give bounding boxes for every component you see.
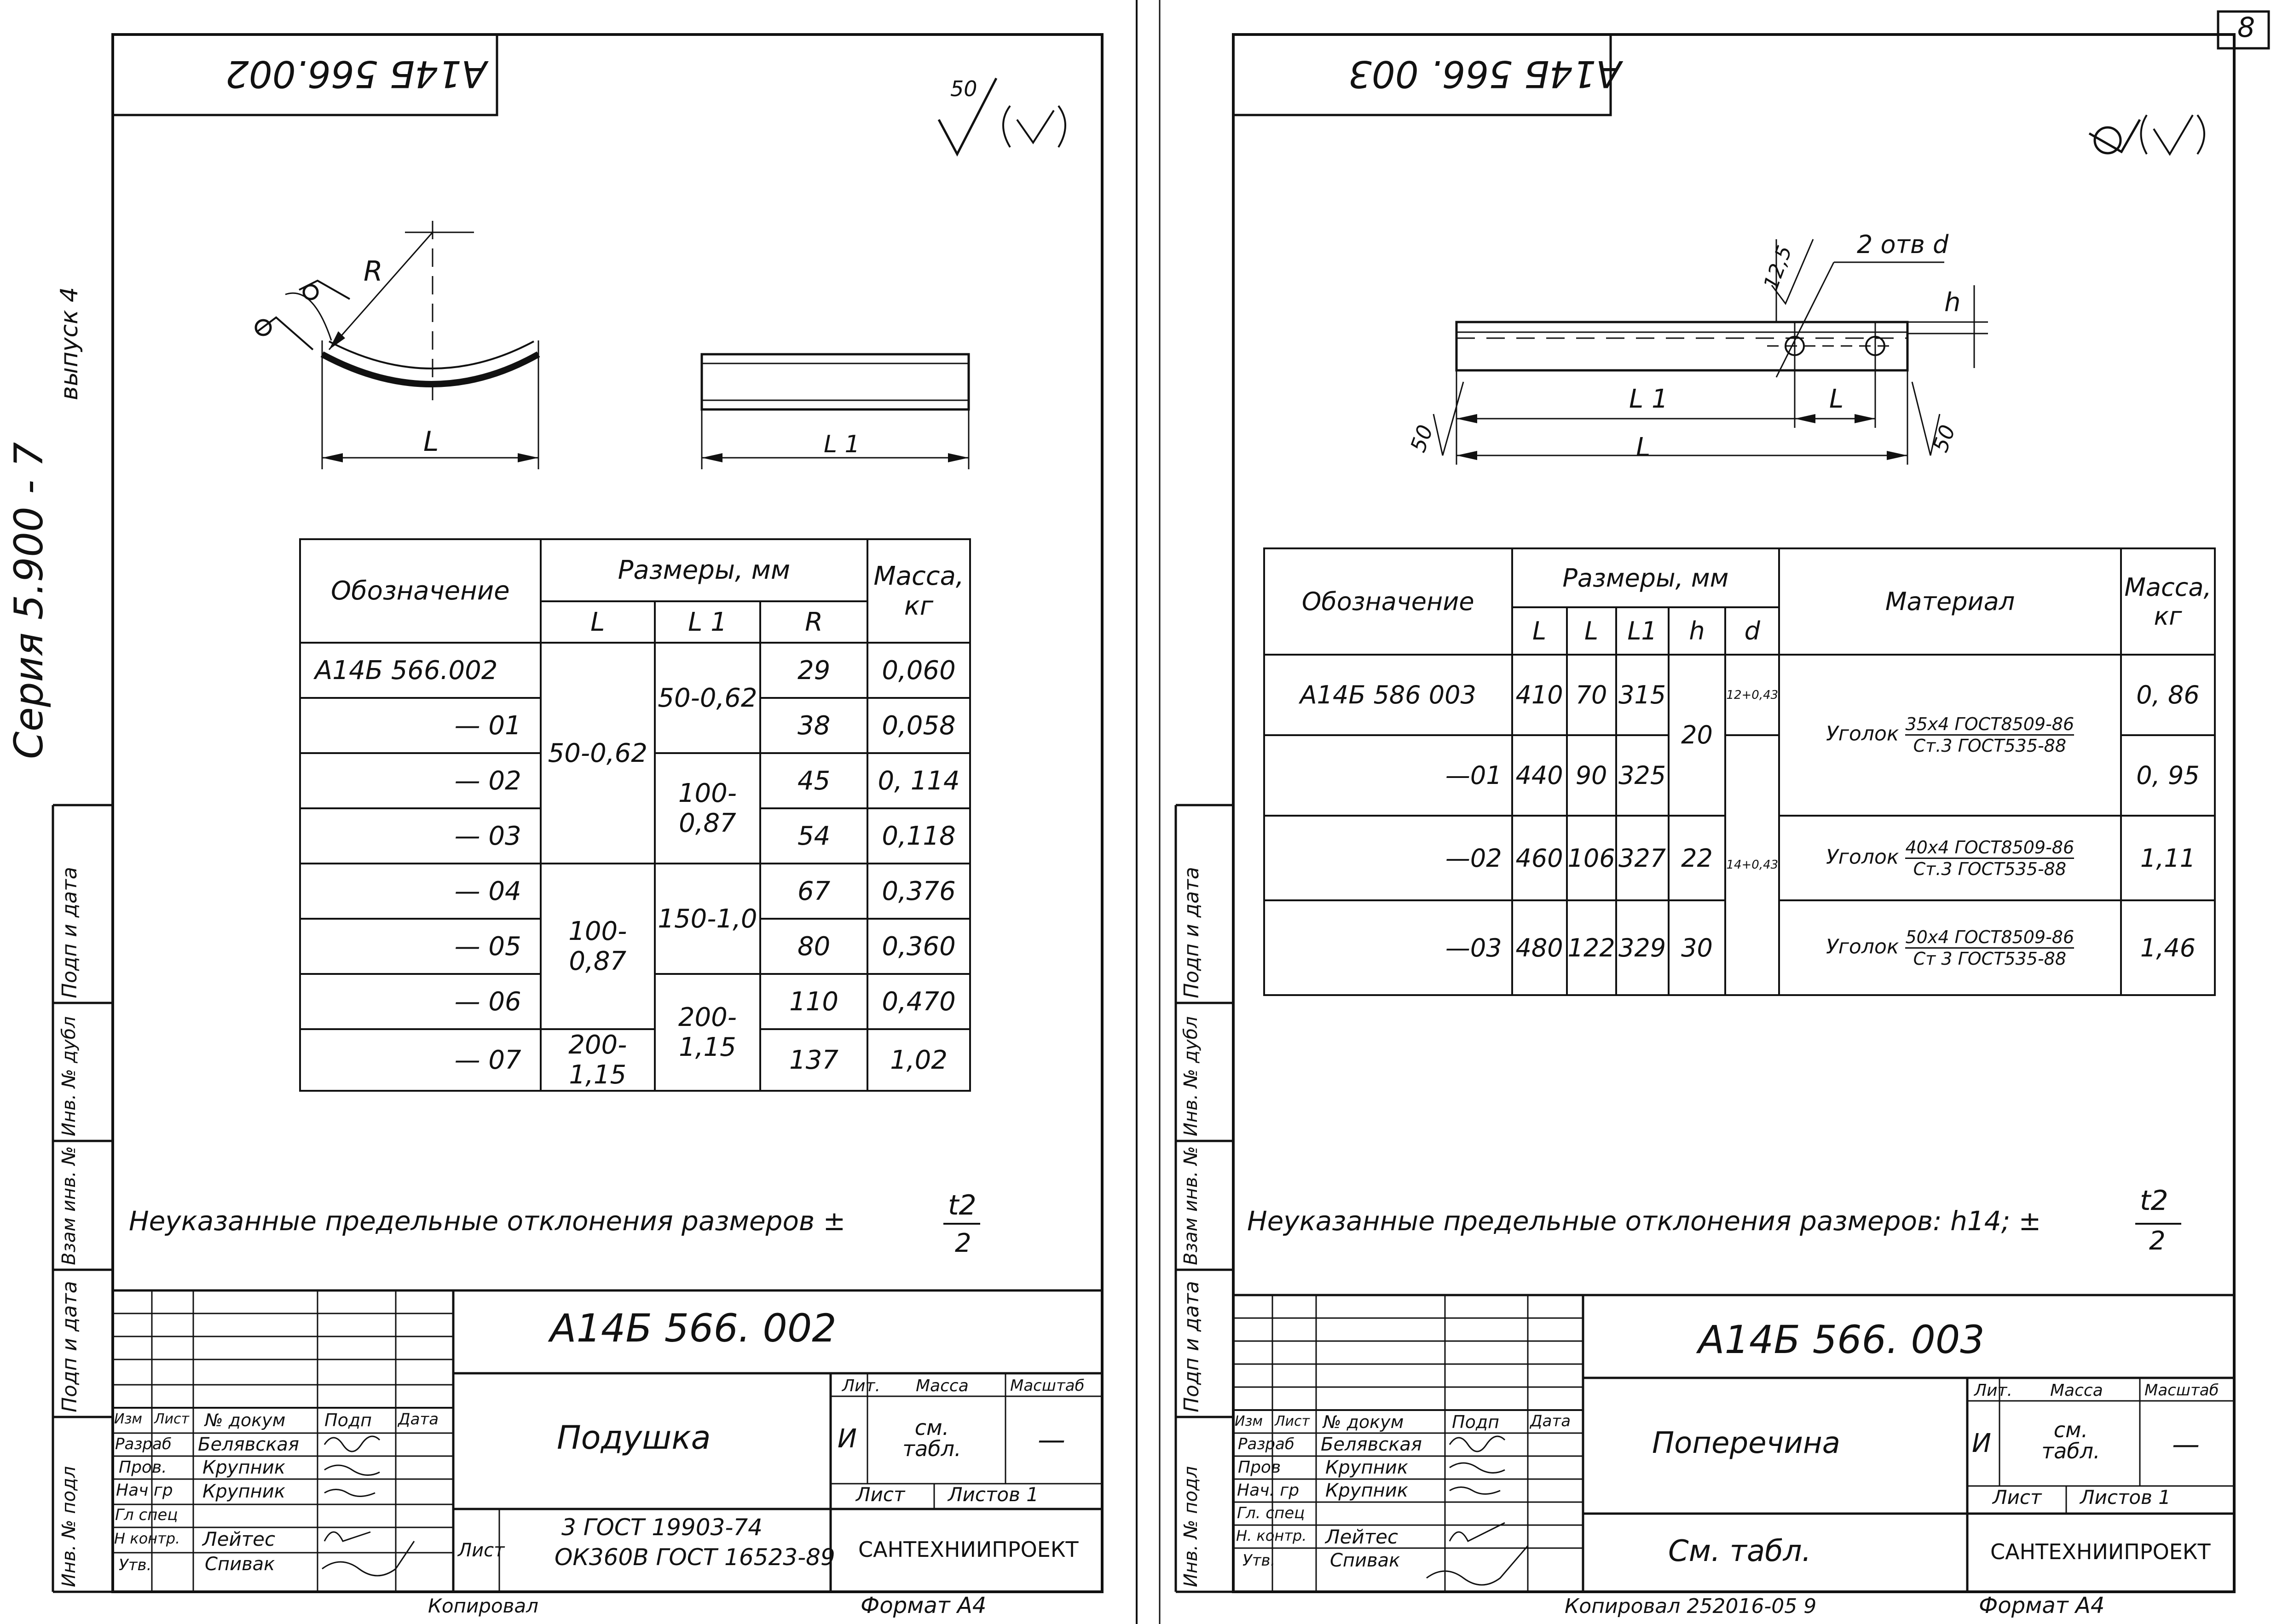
right-tb-mass: Масса: [2050, 1381, 2103, 1400]
table-row: 45: [760, 753, 867, 808]
table-row: 315: [1616, 655, 1669, 735]
right-tb-sheet: Лист: [1993, 1486, 2042, 1509]
left-note-frac-top: t2: [948, 1189, 977, 1221]
left-flipped-code: А14Б 566.002: [225, 52, 487, 95]
right-holes: 2 отв d: [1857, 230, 1949, 259]
table-row: — 04: [300, 864, 541, 919]
left-format: Формат А4: [861, 1593, 987, 1618]
table-row: 29: [760, 643, 867, 698]
left-person-1: Белявская: [198, 1434, 299, 1455]
left-L-group-2: 100-0,87: [541, 864, 655, 1029]
right-role-2: Пров: [1238, 1458, 1281, 1477]
right-h-sub-d: d: [1725, 607, 1779, 655]
right-dim-L: L: [1636, 432, 1651, 462]
right-person-3: Крупник: [1325, 1480, 1408, 1501]
left-col-doc: № докум: [205, 1410, 286, 1430]
left-note-frac-bottom: 2: [955, 1228, 971, 1258]
right-person-5: Лейтес: [1325, 1526, 1398, 1548]
left-L1-group-1: 50-0,62: [655, 643, 760, 753]
table-row: — 03: [300, 808, 541, 864]
table-row: 480: [1512, 900, 1567, 995]
table-row: —01: [1264, 735, 1512, 816]
table-row: 122: [1567, 900, 1616, 995]
right-material-2-name: Уголок: [1826, 845, 1899, 869]
right-dim-L-small: L: [1829, 384, 1844, 414]
left-note: Неуказанные предельные отклонения размеров ±: [129, 1205, 846, 1237]
table-row: 106: [1567, 816, 1616, 901]
right-role-3: Нач. гр: [1237, 1481, 1300, 1500]
right-col-list: Лист: [1275, 1413, 1310, 1429]
table-row: 54: [760, 808, 867, 864]
left-dim-R: R: [364, 255, 383, 288]
table-row: 1,11: [2121, 816, 2215, 901]
right-person-1: Белявская: [1321, 1434, 1422, 1455]
side-field-3: Взам инв. №: [58, 1146, 80, 1265]
table-row: 67: [760, 864, 867, 919]
side-field-r2: Инв. № дубл: [1180, 1016, 1202, 1136]
left-roughness-symbol: √(√): [989, 179, 991, 180]
right-copied: Копировал 252016-05 9: [1565, 1595, 1817, 1618]
right-h-sub-L: L: [1512, 607, 1567, 655]
right-d-value-1: 12+0,43: [1725, 655, 1779, 735]
left-h-designation: Обозначение: [300, 539, 541, 643]
left-L1-group-3: 150-1,0: [655, 864, 760, 974]
side-field-r3: Взам инв. №: [1180, 1146, 1202, 1265]
left-L1-group-2: 100-0,87: [655, 753, 760, 864]
left-tb-code: А14Б 566. 002: [550, 1306, 837, 1351]
right-note: Неуказанные предельные отклонения размеров: h14; ±: [1247, 1205, 2041, 1237]
left-role-4: Гл спец: [115, 1506, 178, 1524]
left-tb-mass: Масса: [916, 1376, 969, 1395]
left-tb-sheet: Лист: [856, 1483, 905, 1506]
right-material-2-bottom: Ст.3 ГОСТ535-88: [1913, 858, 2067, 879]
left-person-5: Лейтес: [202, 1528, 276, 1550]
table-row: 327: [1616, 816, 1669, 901]
table-row: 80: [760, 919, 867, 974]
left-L1-group-4: 200-1,15: [655, 974, 760, 1091]
right-h-value-2: 22: [1669, 816, 1726, 901]
right-h-designation: Обозначение: [1264, 548, 1512, 655]
right-material-1-name: Уголок: [1826, 722, 1899, 746]
left-role-5: Н контр.: [114, 1530, 180, 1547]
right-h-mass: Масса, кг: [2121, 548, 2215, 655]
right-dim-L1: L 1: [1629, 384, 1668, 414]
table-row: 325: [1616, 735, 1669, 816]
right-tb-code: А14Б 566. 003: [1698, 1317, 1985, 1362]
right-note-frac-top: t2: [2140, 1185, 2168, 1217]
left-copied: Копировал: [428, 1595, 538, 1617]
left-tb-list-label: Лист: [458, 1540, 505, 1561]
right-material-2-top: 40x4 ГОСТ8509-86: [1905, 837, 2074, 859]
right-dim-125: 12,5: [1759, 242, 1797, 293]
left-tb-lit-value: И: [838, 1424, 857, 1454]
left-roughness-value: 50: [950, 76, 977, 101]
left-tb-sheets: Листов 1: [948, 1483, 1039, 1506]
table-row: 0, 114: [867, 753, 970, 808]
left-person-3: Крупник: [202, 1481, 285, 1502]
left-person-2: Крупник: [202, 1457, 285, 1478]
left-L-group-3: 200-1,15: [541, 1029, 655, 1091]
right-tb-scale-value: —: [2172, 1428, 2200, 1461]
right-h-value-1: 20: [1669, 655, 1726, 815]
right-tb-mass-value: см. табл.: [2041, 1417, 2100, 1463]
left-col-sign: Подп: [324, 1410, 372, 1430]
left-dim-L: L: [423, 426, 439, 458]
right-col-doc: № докум: [1323, 1412, 1404, 1432]
table-row: 1,46: [2121, 900, 2215, 995]
left-col-izm: Изм: [114, 1411, 143, 1427]
series-label: Серия 5.900 - 7: [6, 442, 52, 759]
right-role-5: Н. контр.: [1236, 1527, 1307, 1544]
table-row: 137: [760, 1029, 867, 1091]
left-person-6: Спивак: [205, 1554, 275, 1575]
right-h-material: Материал: [1779, 548, 2121, 655]
table-row: — 02: [300, 753, 541, 808]
left-tb-material-2: ОК360В ГОСТ 16523-89: [555, 1544, 835, 1571]
side-field-1: Подп и дата: [58, 867, 81, 998]
right-role-6: Утв.: [1242, 1551, 1276, 1570]
left-role-6: Утв.: [119, 1556, 152, 1574]
table-row: — 01: [300, 698, 541, 753]
left-col-date: Дата: [398, 1410, 439, 1428]
right-person-2: Крупник: [1325, 1457, 1408, 1478]
issue-label: выпуск 4: [56, 287, 83, 400]
side-field-r4: Подп и дата: [1180, 1281, 1203, 1412]
table-row: 0,376: [867, 864, 970, 919]
right-h-sub-L1: L1: [1616, 607, 1669, 655]
table-row: — 06: [300, 974, 541, 1029]
right-flipped-code: А14Б 566. 003: [1348, 52, 1622, 95]
right-h-sizes: Размеры, мм: [1512, 548, 1780, 607]
right-role-1: Разраб: [1238, 1435, 1294, 1453]
left-role-1: Разраб: [115, 1435, 172, 1453]
right-col-izm: Изм: [1235, 1413, 1263, 1429]
table-row: 329: [1616, 900, 1669, 995]
table-row: 110: [760, 974, 867, 1029]
left-col-list: Лист: [154, 1411, 190, 1427]
right-tb-material: См. табл.: [1668, 1534, 1811, 1568]
table-row: —03: [1264, 900, 1512, 995]
right-tb-lit-value: И: [1972, 1428, 1991, 1458]
left-tb-org: САНТЕХНИИПРОЕКТ: [858, 1537, 1079, 1562]
table-row: 0,060: [867, 643, 970, 698]
left-tb-material-1: 3 ГОСТ 19903-74: [561, 1514, 763, 1541]
table-row: А14Б 566.002: [300, 643, 541, 698]
left-spec-table: [299, 538, 971, 1092]
table-row: 1,02: [867, 1029, 970, 1091]
right-person-6: Спивак: [1330, 1550, 1400, 1571]
table-row: 0, 95: [2121, 735, 2215, 816]
table-row: 0,470: [867, 974, 970, 1029]
left-h-L: L: [541, 601, 655, 643]
table-row: 90: [1567, 735, 1616, 816]
table-row: 0,058: [867, 698, 970, 753]
table-row: 0,118: [867, 808, 970, 864]
right-tb-org: САНТЕХНИИПРОЕКТ: [1990, 1539, 2211, 1564]
right-material-1-bottom: Ст.3 ГОСТ535-88: [1913, 736, 2067, 756]
right-col-date: Дата: [1530, 1412, 1571, 1430]
right-role-4: Гл. спец: [1237, 1504, 1305, 1522]
right-format: Формат А4: [1979, 1593, 2105, 1618]
right-h-sub-l: L: [1567, 607, 1616, 655]
table-row: 460: [1512, 816, 1567, 901]
left-h-R: R: [760, 601, 867, 643]
right-material-2: [1779, 816, 2121, 901]
right-tb-scale: Масштаб: [2144, 1381, 2219, 1399]
side-field-4: Подп и дата: [58, 1281, 81, 1412]
side-field-2: Инв. № дубл: [58, 1016, 80, 1136]
left-tb-lit: Лит.: [842, 1376, 880, 1395]
right-tb-name: Поперечина: [1652, 1426, 1840, 1460]
table-row: —02: [1264, 816, 1512, 901]
table-row: А14Б 586 003: [1264, 655, 1512, 735]
right-tb-sheets: Листов 1: [2080, 1486, 2171, 1509]
table-row: — 07: [300, 1029, 541, 1091]
right-material-3: [1779, 900, 2121, 995]
left-tb-mass-value: см. табл.: [902, 1415, 961, 1461]
right-material-3-bottom: Ст 3 ГОСТ535-88: [1913, 948, 2067, 969]
sheet-number: 8: [2237, 12, 2255, 44]
table-row: 38: [760, 698, 867, 753]
right-material-1-top: 35x4 ГОСТ8509-86: [1905, 714, 2074, 736]
table-row: — 05: [300, 919, 541, 974]
left-h-mass: Масса, кг: [867, 539, 970, 643]
left-dim-L1: L 1: [824, 431, 860, 458]
right-dim-50a: 50: [1405, 421, 1438, 455]
right-col-sign: Подп: [1452, 1412, 1499, 1432]
left-h-L1: L 1: [655, 601, 760, 643]
table-row: 0, 86: [2121, 655, 2215, 735]
right-d-value-2: 14+0,43: [1725, 735, 1779, 995]
table-row: 440: [1512, 735, 1567, 816]
right-dim-50b: 50: [1927, 421, 1960, 455]
right-material-1: [1779, 655, 2121, 815]
right-spec-table: [1263, 547, 2216, 996]
table-row: 410: [1512, 655, 1567, 735]
table-row: 0,360: [867, 919, 970, 974]
right-tb-lit: Лит.: [1974, 1381, 2012, 1400]
right-dim-h: h: [1944, 288, 1961, 317]
right-h-value-3: 30: [1669, 900, 1726, 995]
table-row: 70: [1567, 655, 1616, 735]
side-field-r5: Инв. № подл: [1180, 1466, 1202, 1587]
left-tb-scale-value: —: [1038, 1424, 1065, 1456]
side-field-r1: Подп и дата: [1180, 867, 1203, 998]
right-h-sub-h: h: [1669, 607, 1726, 655]
left-tb-scale: Масштаб: [1010, 1376, 1085, 1395]
left-role-3: Нач гр: [116, 1481, 173, 1500]
side-field-5: Инв. № подл: [58, 1466, 80, 1587]
left-role-2: Пров.: [119, 1458, 167, 1477]
left-h-sizes: Размеры, мм: [541, 539, 867, 601]
left-L-group-1: 50-0,62: [541, 643, 655, 864]
right-material-3-top: 50x4 ГОСТ8509-86: [1905, 927, 2074, 949]
right-material-3-name: Уголок: [1826, 935, 1899, 959]
left-tb-name: Подушка: [557, 1419, 711, 1457]
right-note-frac-bottom: 2: [2149, 1226, 2166, 1256]
right-roughness-symbol: ∀(√): [2117, 179, 2118, 180]
